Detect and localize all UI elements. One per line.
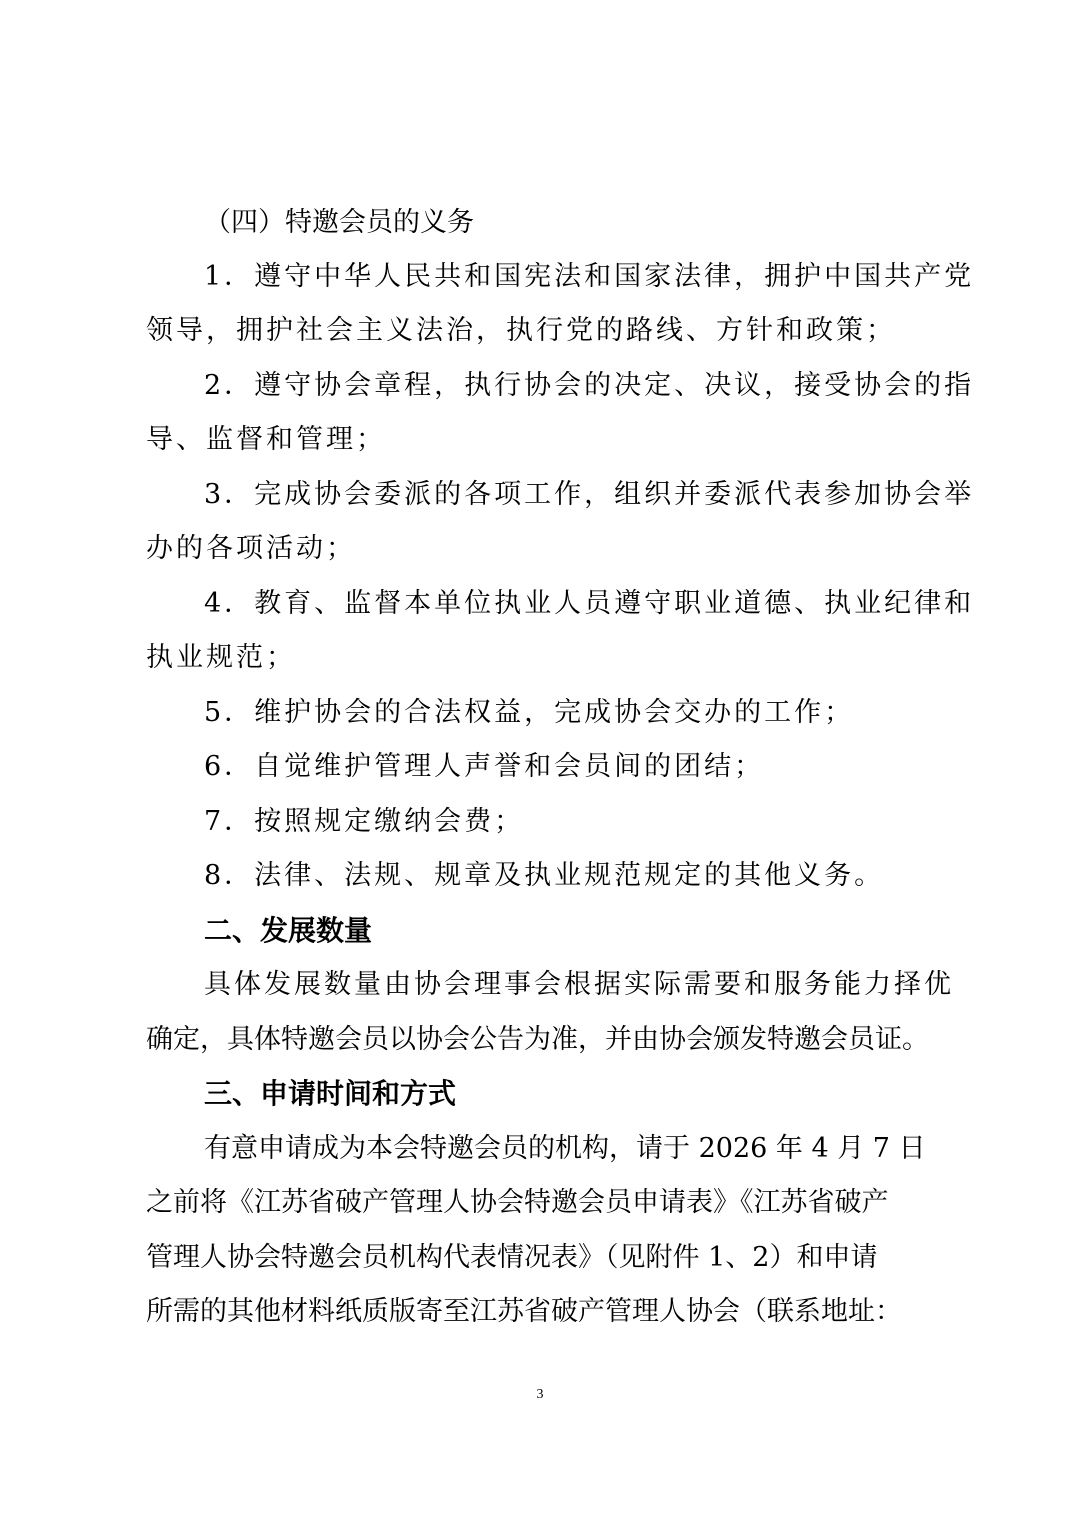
section-2-paragraph-line-1: 具体发展数量由协会理事会根据实际需要和服务能力择优 [204,969,954,1000]
duty-item-3-line-1: 3．完成协会委派的各项工作，组织并委派代表参加协会举 [204,479,975,510]
section-2-paragraph-line-2: 确定，具体特邀会员以协会公告为准，并由协会颁发特邀会员证。 [146,1024,929,1055]
section-2-heading: 二、发展数量 [204,914,373,947]
section-3-paragraph-line-1: 有意申请成为本会特邀会员的机构，请于 2026 年 4 月 7 日 [204,1133,926,1164]
duty-item-2-line-1: 2．遵守协会章程，执行协会的决定、决议，接受协会的指 [204,370,975,401]
duty-item-5: 5．维护协会的合法权益，完成协会交办的工作； [204,697,855,728]
duty-item-4-line-1: 4．教育、监督本单位执业人员遵守职业道德、执业纪律和 [204,588,975,619]
section-4-title: （四）特邀会员的义务 [204,207,474,238]
section-3-heading: 三、申请时间和方式 [204,1077,457,1110]
section-3-paragraph-line-3: 管理人协会特邀会员机构代表情况表》（见附件 1、2）和申请 [146,1242,878,1273]
duty-item-1-line-2: 领导，拥护社会主义法治，执行党的路线、方针和政策； [146,315,896,346]
duty-item-6: 6．自觉维护管理人声誉和会员间的团结； [204,751,765,782]
duty-item-7: 7．按照规定缴纳会费； [204,806,525,837]
duty-item-1-line-1: 1．遵守中华人民共和国宪法和国家法律，拥护中国共产党 [204,261,975,292]
duty-item-4-line-2: 执业规范； [146,642,296,673]
duty-item-2-line-2: 导、监督和管理； [146,424,386,455]
section-3-paragraph-line-2: 之前将《江苏省破产管理人协会特邀会员申请表》《江苏省破产 [146,1187,889,1218]
duty-item-3-line-2: 办的各项活动； [146,533,356,564]
page-number: 3 [536,1387,544,1402]
section-3-paragraph-line-4: 所需的其他材料纸质版寄至江苏省破产管理人协会（联系地址： [146,1296,902,1327]
duty-item-8: 8．法律、法规、规章及执业规范规定的其他义务。 [204,860,885,891]
